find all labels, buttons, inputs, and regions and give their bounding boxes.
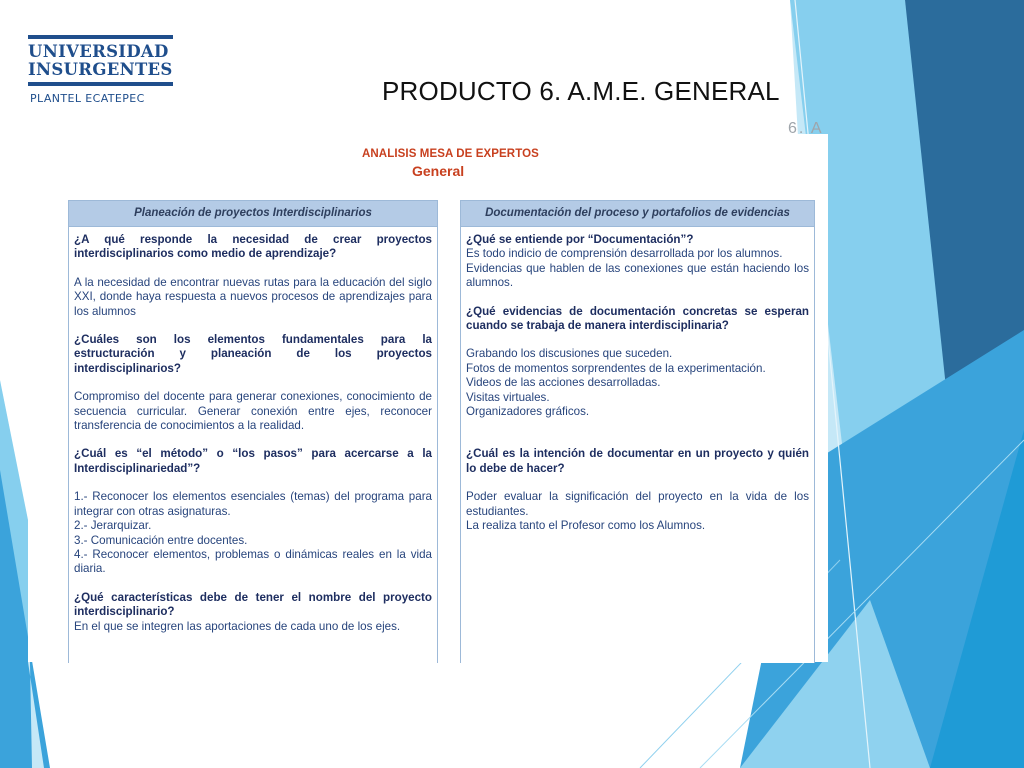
question-3: ¿Cuál es “el método” o “los pasos” para acercarse a la Interdisciplinariedad”?: [74, 447, 432, 475]
answer-4: En el que se integren las aportaciones de cada uno de los ejes.: [74, 619, 401, 633]
right-column-header: Documentación del proceso y portafolios de evidencias: [461, 201, 814, 227]
answer-3-item-1: Poder evaluar la significación del proyecto en la vida de los estudiantes.: [466, 490, 809, 518]
slide-title: PRODUCTO 6. A.M.E. GENERAL: [382, 76, 780, 106]
right-column-table: [460, 200, 815, 663]
answer-3-item-4: 4.- Reconocer elementos, problemas o dinámicas reales en la vida diaria.: [74, 547, 432, 576]
answer-2: Compromiso del docente para generar conexiones, conocimiento de secuencia curricular. Generar conexión entre ejes, reconocer transferencia de conocimientos a la realidad.: [74, 390, 432, 433]
answer-2-item-5: Organizadores gráficos.: [466, 405, 590, 419]
answer-2-item-1: Grabando los discusiones que suceden.: [466, 347, 673, 361]
answer-2-item-3: Videos de las acciones desarrolladas.: [466, 376, 661, 390]
left-column-body: [69, 227, 437, 634]
answer-3-item-1: 1.- Reconocer los elementos esenciales (temas) del programa para integrar con otras asignaturas.: [74, 490, 432, 518]
embedded-document-image: [28, 134, 828, 662]
answer-2-item-4: Visitas virtuales.: [466, 390, 550, 404]
question-2: ¿Cuáles son los elementos fundamentales para la estructuración y planeación de los proyectos interdisciplinarios?: [74, 333, 432, 375]
question-3: ¿Cuál es la intención de documentar en un proyecto y quién lo debe de hacer?: [466, 447, 809, 475]
logo-rule-bottom: [28, 82, 173, 86]
question-4: ¿Qué características debe de tener el nombre del proyecto interdisciplinario?: [74, 590, 432, 619]
ghost-title-fragment: 6. A: [788, 120, 824, 137]
answer-1: A la necesidad de encontrar nuevas rutas para la educación del siglo XXI, donde haya respuesta a nuevos procesos de aprendizajes para los alumnos: [74, 275, 432, 318]
answer-3-item-3: 3.- Comunicación entre docentes.: [74, 533, 248, 547]
answer-1-item-2: Evidencias que hablen de las conexiones que están haciendo los alumnos.: [466, 261, 809, 290]
logo-rule-top: [28, 35, 173, 39]
document-subheading: General: [412, 163, 465, 179]
document-heading: ANALISIS MESA DE EXPERTOS: [362, 148, 539, 160]
logo-campus-text: PLANTEL ECATEPEC: [30, 92, 145, 105]
answer-1-item-1: Es todo indicio de comprensión desarrollada por los alumnos.: [466, 247, 783, 261]
question-2: ¿Qué evidencias de documentación concretas se esperan cuando se trabaja de manera interdisciplinaria?: [466, 304, 809, 333]
logo-university-text: UNIVERSIDAD: [28, 42, 169, 61]
answer-3-item-2: 2.- Jerarquizar.: [74, 519, 152, 533]
logo-insurgentes-text: INSURGENTES: [28, 60, 173, 79]
answer-2-item-2: Fotos de momentos sorprendentes de la experimentación.: [466, 361, 766, 375]
question-1: ¿Qué se entiende por “Documentación”?: [466, 233, 694, 246]
question-1: ¿A qué responde la necesidad de crear proyectos interdisciplinarios como medio de aprendizaje?: [74, 233, 432, 261]
answer-3-item-2: La realiza tanto el Profesor como los Alumnos.: [466, 519, 706, 533]
university-logo: [28, 35, 173, 105]
left-column-table: [68, 200, 438, 663]
right-column-body: [461, 227, 814, 534]
left-column-header: Planeación de proyectos Interdisciplinarios: [69, 201, 437, 227]
